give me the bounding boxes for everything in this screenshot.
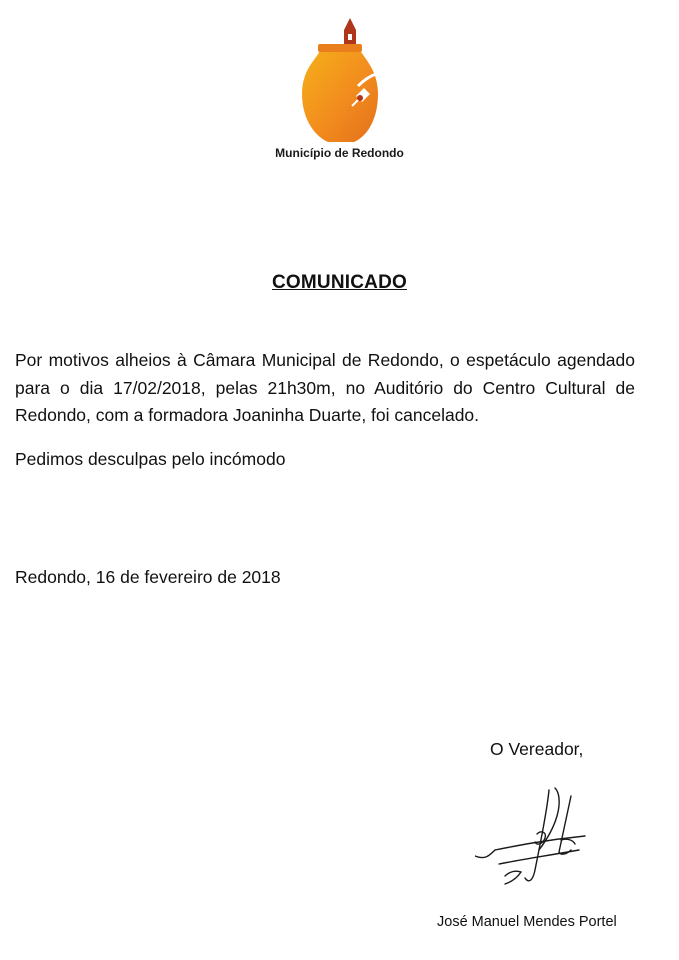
body-paragraph: Por motivos alheios à Câmara Municipal de Redondo, o espetáculo agendado para o dia 17/02/2018, pelas 21h30m, no Auditório do Centro Cultural de Redondo, com a formadora Joaninha Duarte, foi cancelado.	[15, 350, 635, 425]
handwritten-signature-icon	[475, 780, 595, 900]
apology-line: Pedimos desculpas pelo incómodo	[15, 449, 286, 469]
signer-name: José Manuel Mendes Portel	[437, 914, 617, 930]
organization-name: Município de Redondo	[275, 146, 404, 160]
clay-pot-logo-icon	[298, 14, 382, 146]
place-date: Redondo, 16 de fevereiro de 2018	[15, 567, 281, 587]
signature	[475, 780, 595, 900]
municipality-logo	[298, 14, 382, 146]
document-title: COMUNICADO	[272, 272, 407, 293]
signer-role: O Vereador,	[490, 739, 584, 759]
